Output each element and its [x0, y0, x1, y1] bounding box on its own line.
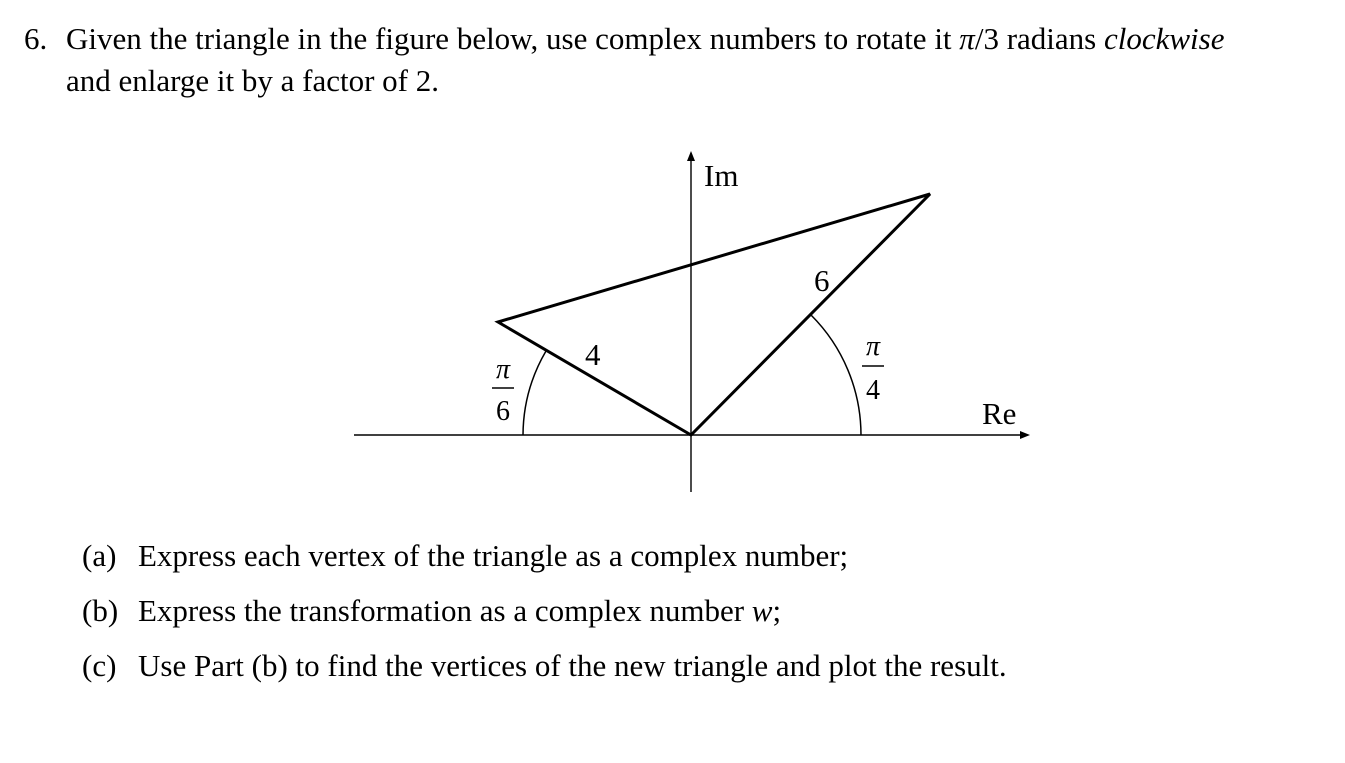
axis-re-label: Re	[982, 396, 1017, 431]
angle-arc-left	[523, 351, 546, 435]
clockwise-emphasis: clockwise	[1103, 21, 1225, 56]
part-a-label: (a)	[82, 538, 117, 573]
angle-right-numerator: π	[865, 331, 881, 362]
imaginary-axis-arrow	[687, 151, 695, 161]
axis-im-label: Im	[704, 158, 739, 193]
problem-number: 6.	[24, 21, 48, 56]
part-c-text: Use Part (b) to find the vertices of the new triangle and plot the result.	[138, 648, 1007, 683]
part-b-punct: ;	[772, 593, 782, 628]
part-a-text: Express each vertex of the triangle as a complex number;	[138, 538, 849, 573]
problem-text-line2: and enlarge it by a factor of 2.	[66, 63, 439, 98]
angle-right-fraction	[862, 331, 884, 406]
problem-text-start: Given the triangle in the figure below, use complex numbers to rotate it	[66, 21, 952, 56]
angle-left-numerator: π	[495, 354, 511, 385]
real-axis-arrow	[1020, 431, 1030, 439]
part-c-label: (c)	[82, 648, 117, 683]
pi-symbol: π	[959, 21, 975, 56]
part-c	[82, 648, 1007, 684]
side-right-label: 6	[814, 263, 830, 298]
side-left-label: 4	[585, 337, 601, 372]
part-b	[82, 593, 781, 629]
angle-right-denominator: 4	[866, 375, 880, 406]
part-b-variable: w	[751, 593, 773, 628]
angle-left-fraction	[492, 354, 514, 427]
part-b-text: Express the transformation as a complex number	[138, 593, 745, 628]
angle-left-denominator: 6	[496, 396, 510, 427]
part-b-label: (b)	[82, 593, 119, 628]
part-a	[82, 538, 848, 574]
problem-text-radians: /3 radians	[974, 21, 1097, 56]
angle-arc-right	[811, 315, 861, 435]
